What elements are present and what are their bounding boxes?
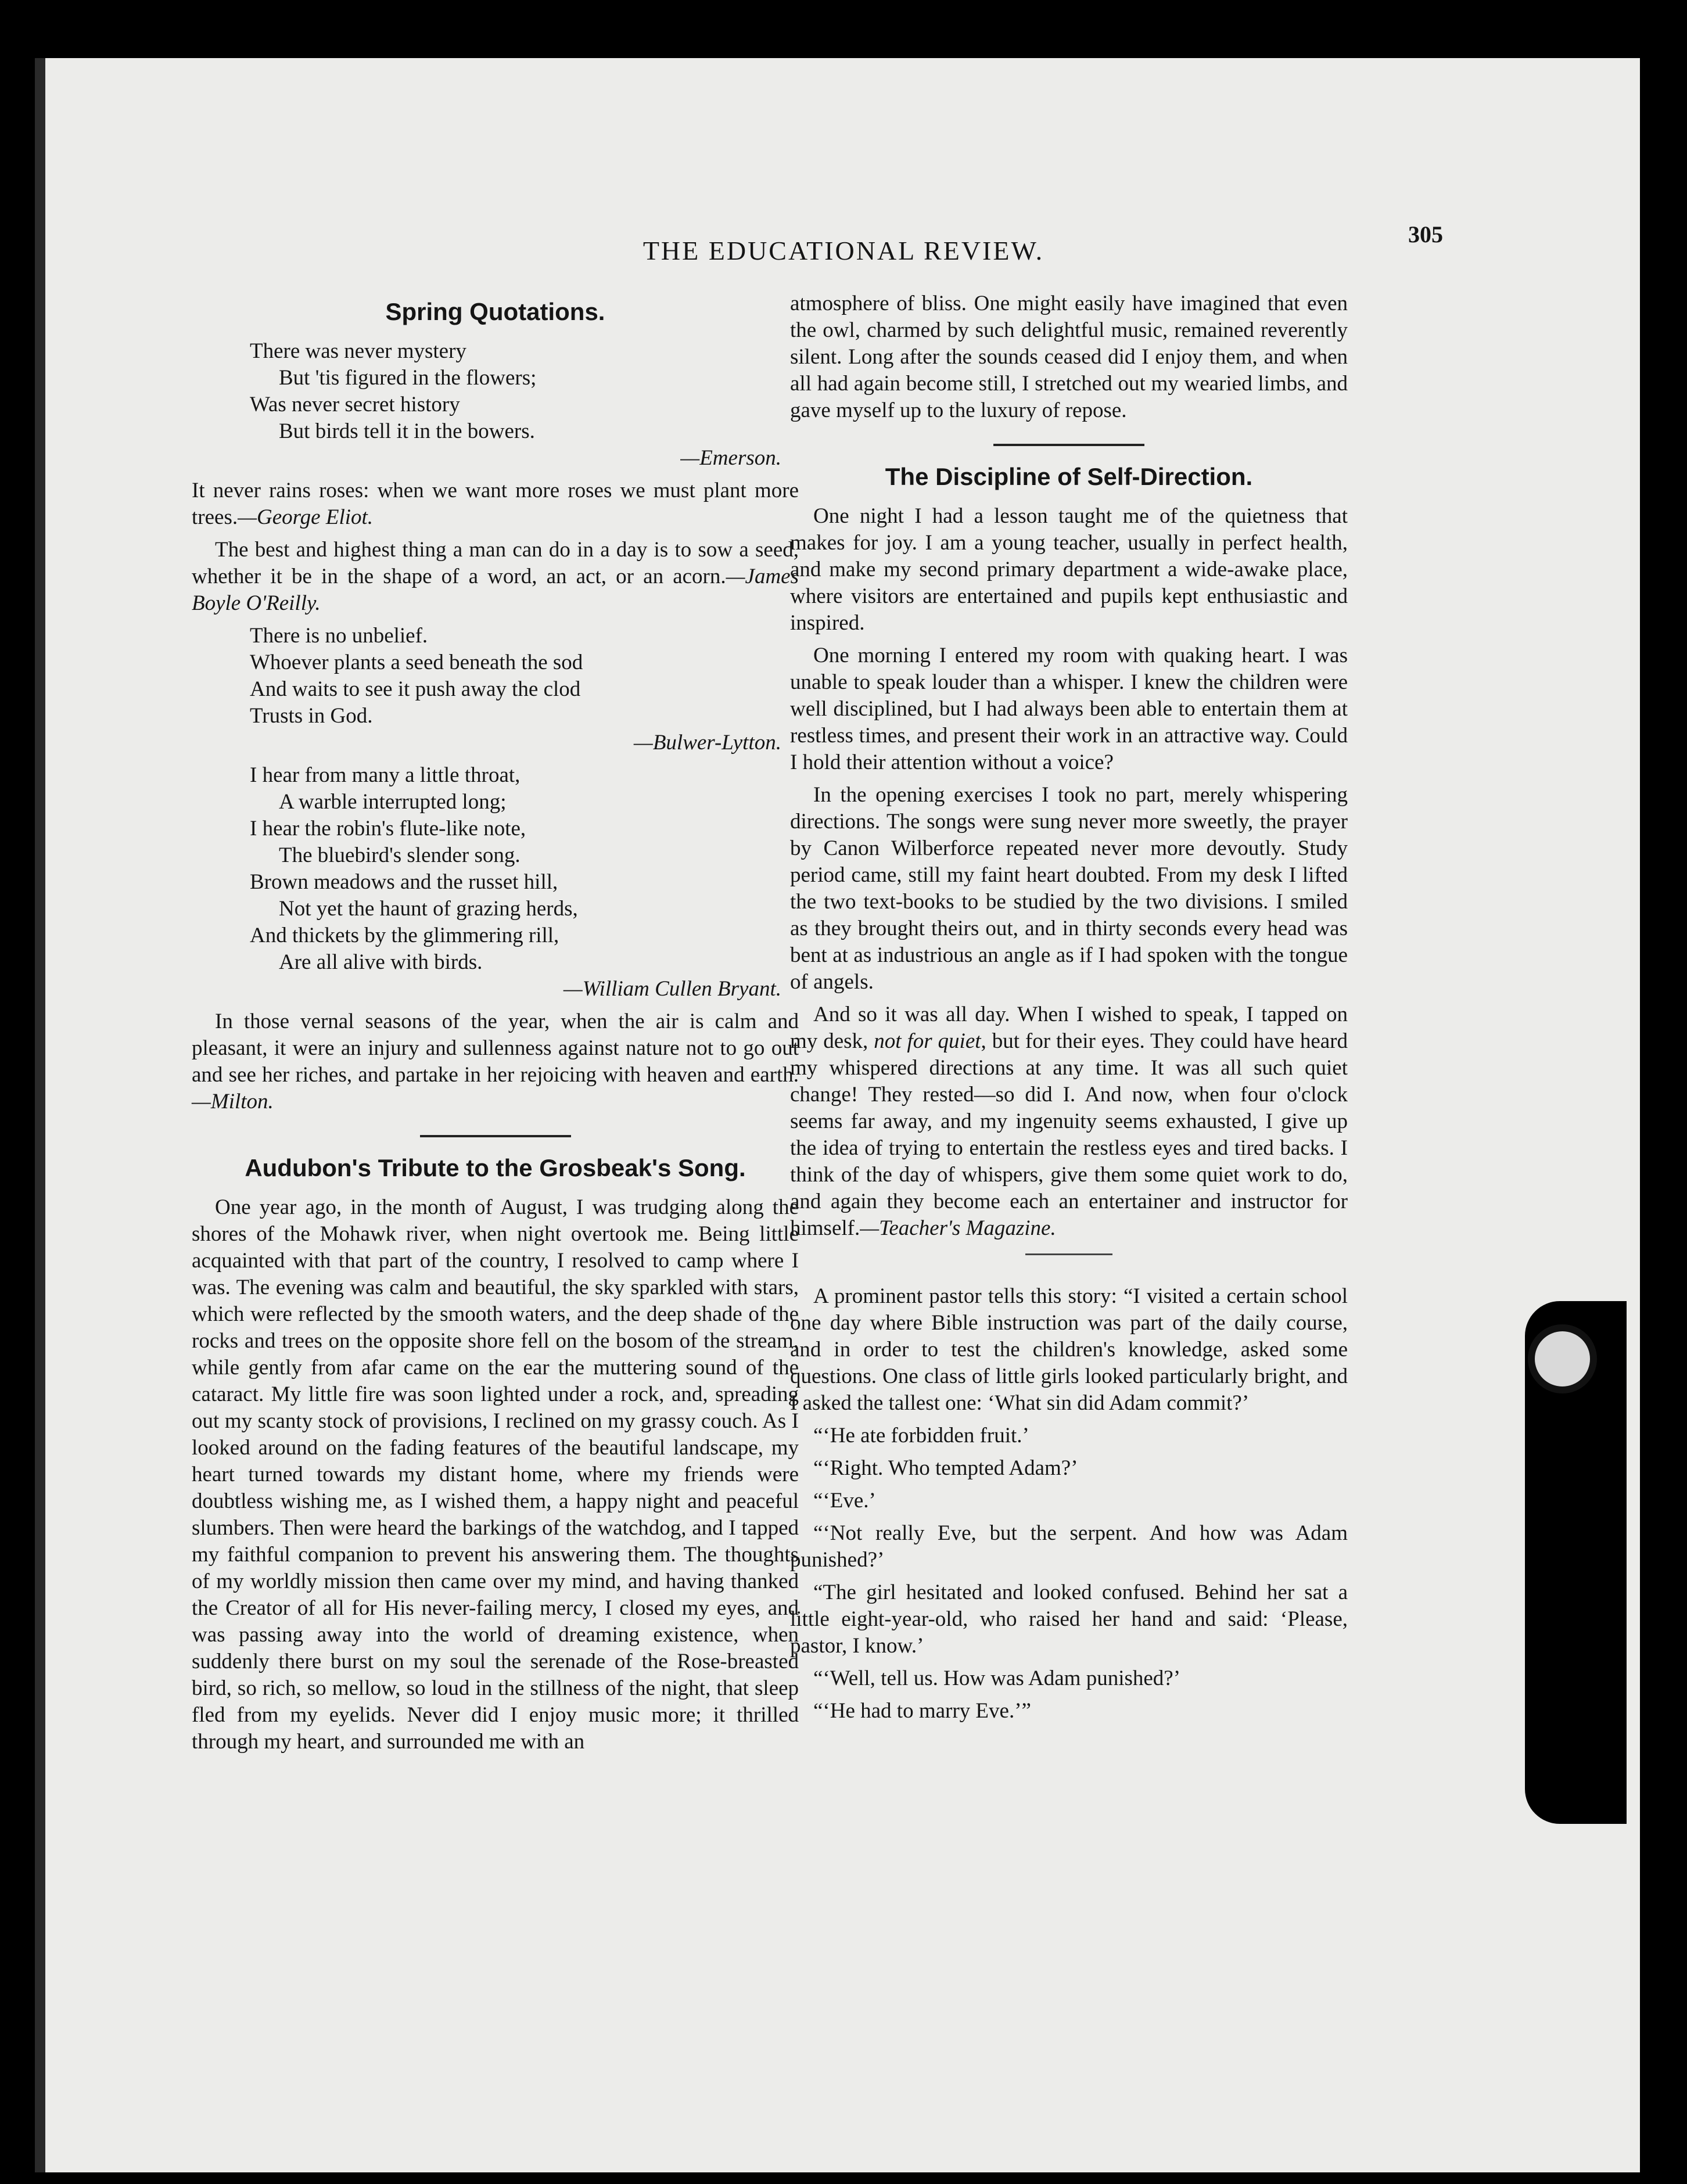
poem-line: Are all alive with birds.	[279, 950, 483, 974]
page-number: 305	[1408, 221, 1443, 247]
poem-line: A warble interrupted long;	[279, 790, 507, 814]
paragraph-text: , but for their eyes. They could have heard my whispered directions at any time. It was all such quiet change! They rested—so did I. And now, when four o'clock seems far away, and my ingenuity seems exhausted, I give up the idea of trying to entertain the restless eyes and tired backs. I think of the day of whispers, give them some quiet work to do, and again they become each an entertainer and instructor for himself.	[790, 1029, 1348, 1240]
poem-line: Trusts in God.	[250, 704, 373, 728]
quotation-attribution: —James Boyle O'Reilly.	[192, 565, 799, 615]
milton-quotation	[192, 1008, 799, 1115]
spring-quotations-heading: Spring Quotations.	[385, 298, 605, 325]
quotation-attribution: —Milton.	[192, 1090, 274, 1113]
paragraph	[790, 1001, 1348, 1242]
audubon-body: One year ago, in the month of August, I was trudging along the shores of the Mohawk river, when night overtook me. Being little acquainted with that part of the country, I resolved to camp where I was. The evening was calm and beautiful, the sky sparkled with stars, which were reflected by the smooth waters, and the deep shade of the rocks and trees on the opposite shore fell on the bosom of the stream, while gently from afar came on the ear the muttering sound of the cataract. My little fire was soon lighted under a rock, and, spreading out my scanty stock of provisions, I reclined on my grassy couch. As I looked around on the fading features of the beautiful landscape, my heart turned towards my distant home, where my friends were doubtless wishing me, as I wished them, a happy night and peaceful slumbers. Then were heard the barkings of the watchdog, and I tapped my faithful companion to prevent his answering them. The thoughts of my worldly mission then came over my mind, and having thanked the Creator of all for His never-failing mercy, I closed my eyes, and was passing away into the world of dreaming existence, when suddenly there burst on my soul the serenade of the Rose-breasted bird, so rich, so mellow, so loud in the stillness of the night, that sleep fled from my eyelids. Never did I enjoy music more; it thrilled through my heart, and surrounded me with an	[192, 1195, 799, 1754]
poem-line: The bluebird's slender song.	[279, 843, 521, 867]
dialogue-line: “‘Eve.’	[813, 1489, 876, 1513]
dialogue-line: “‘Right. Who tempted Adam?’	[813, 1456, 1078, 1480]
oreilly-quotation	[192, 537, 799, 617]
poem-line: There is no unbelief.	[250, 624, 428, 648]
dialogue-line: “‘Not really Eve, but the serpent. And how was Adam punished?’	[790, 1521, 1348, 1572]
quotation-text: It never rains roses: when we want more roses we must plant more trees.	[192, 479, 799, 529]
poem-line: I hear the robin's flute-like note,	[250, 817, 526, 840]
quotation-attribution: —Emerson.	[680, 446, 781, 470]
audubon-heading: Audubon's Tribute to the Grosbeak's Song.	[245, 1154, 746, 1181]
running-title: THE EDUCATIONAL REVIEW.	[643, 236, 1044, 265]
emphasized-text: not for quiet	[874, 1029, 981, 1053]
paragraph: One morning I entered my room with quaking heart. I was unable to speak louder than a whisper. I knew the children were well disciplined, but I had always been able to entertain them at restless times, and present their work in an attractive way. Could I hold their attention without a voice?	[790, 644, 1348, 774]
right-column	[790, 290, 1348, 1730]
quotation-attribution: —William Cullen Bryant.	[563, 977, 781, 1001]
page-header	[0, 221, 1687, 279]
poem-line: And thickets by the glimmering rill,	[250, 924, 559, 947]
poem-line: Brown meadows and the russet hill,	[250, 870, 558, 894]
paragraph-text: And so it was all day. When I wished to speak, I tapped on my desk,	[790, 1003, 1348, 1053]
poem-line: Not yet the haunt of grazing herds,	[279, 897, 578, 921]
dialogue-line: “The girl hesitated and looked confused. Behind her sat a little eight-year-old, who raised her hand and said: ‘Please, pastor, I know.’	[790, 1580, 1348, 1658]
audubon-continuation: atmosphere of bliss. One might easily have imagined that even the owl, charmed by such delightful music, remained reverently silent. Long after the sounds ceased did I enjoy them, and when all had again become still, I stretched out my wearied limbs, and gave myself up to the luxury of repose.	[790, 292, 1348, 422]
paragraph: One night I had a lesson taught me of the quietness that makes for joy. I am a young teacher, usually in perfect health, and make my second primary department a wide-awake place, where visitors are entertained and pupils kept enthusiastic and inspired.	[790, 504, 1348, 635]
discipline-heading: The Discipline of Self-Direction.	[885, 463, 1253, 490]
pastor-story-intro: A prominent pastor tells this story: “I visited a certain school one day where Bible instruction was part of the daily course, and in order to test the children's knowledge, asked some questions. One class of little girls looked particularly bright, and I asked the tallest one: ‘What sin did Adam commit?’	[790, 1284, 1348, 1415]
dialogue-line: “‘Well, tell us. How was Adam punished?’	[813, 1666, 1181, 1690]
quotation-attribution: —George Eliot.	[238, 505, 374, 529]
poem-line: Was never secret history	[250, 393, 460, 416]
binder-clip	[1528, 1324, 1597, 1393]
poem-line: But 'tis figured in the flowers;	[279, 366, 537, 390]
poem-line: And waits to see it push away the clod	[250, 677, 581, 701]
section-divider	[993, 444, 1144, 446]
paragraph: In the opening exercises I took no part, merely whispering directions. The songs were sung never more sweetly, the prayer by Canon Wilberforce repeated never more devoutly. Study period came, still my faint heart doubted. From my desk I lifted the two text-books to be studied by the two divisions. I smiled as they brought theirs out, and in thirty seconds every head was bent at as industrious an angle as if I had spoken with the tongue of angels.	[790, 783, 1348, 994]
section-divider	[1025, 1253, 1112, 1255]
eliot-quotation	[192, 477, 799, 531]
quotation-text: In those vernal seasons of the year, when the air is calm and pleasant, it were an injury and sullenness against nature not to go out and see her riches, and partake in her rejoicing with heaven and earth.	[192, 1010, 799, 1087]
bulwer-lytton-quotation	[192, 623, 799, 756]
poem-line: I hear from many a little throat,	[250, 763, 521, 787]
bryant-quotation	[192, 762, 799, 1003]
quotation-text: The best and highest thing a man can do in a day is to sow a seed, whether it be in the shape of a word, an act, or an acorn.	[192, 538, 799, 588]
dialogue-line: “‘He had to marry Eve.’”	[813, 1699, 1031, 1723]
poem-line: But birds tell it in the bowers.	[279, 419, 535, 443]
section-divider	[420, 1135, 571, 1137]
poem-line: There was never mystery	[250, 339, 466, 363]
poem-line: Whoever plants a seed beneath the sod	[250, 651, 583, 674]
emerson-quotation	[192, 338, 799, 472]
source-attribution: —Teacher's Magazine.	[860, 1216, 1056, 1240]
quotation-attribution: —Bulwer-Lytton.	[633, 731, 781, 755]
left-column	[192, 290, 799, 1761]
dialogue-line: “‘He ate forbidden fruit.’	[813, 1424, 1029, 1447]
